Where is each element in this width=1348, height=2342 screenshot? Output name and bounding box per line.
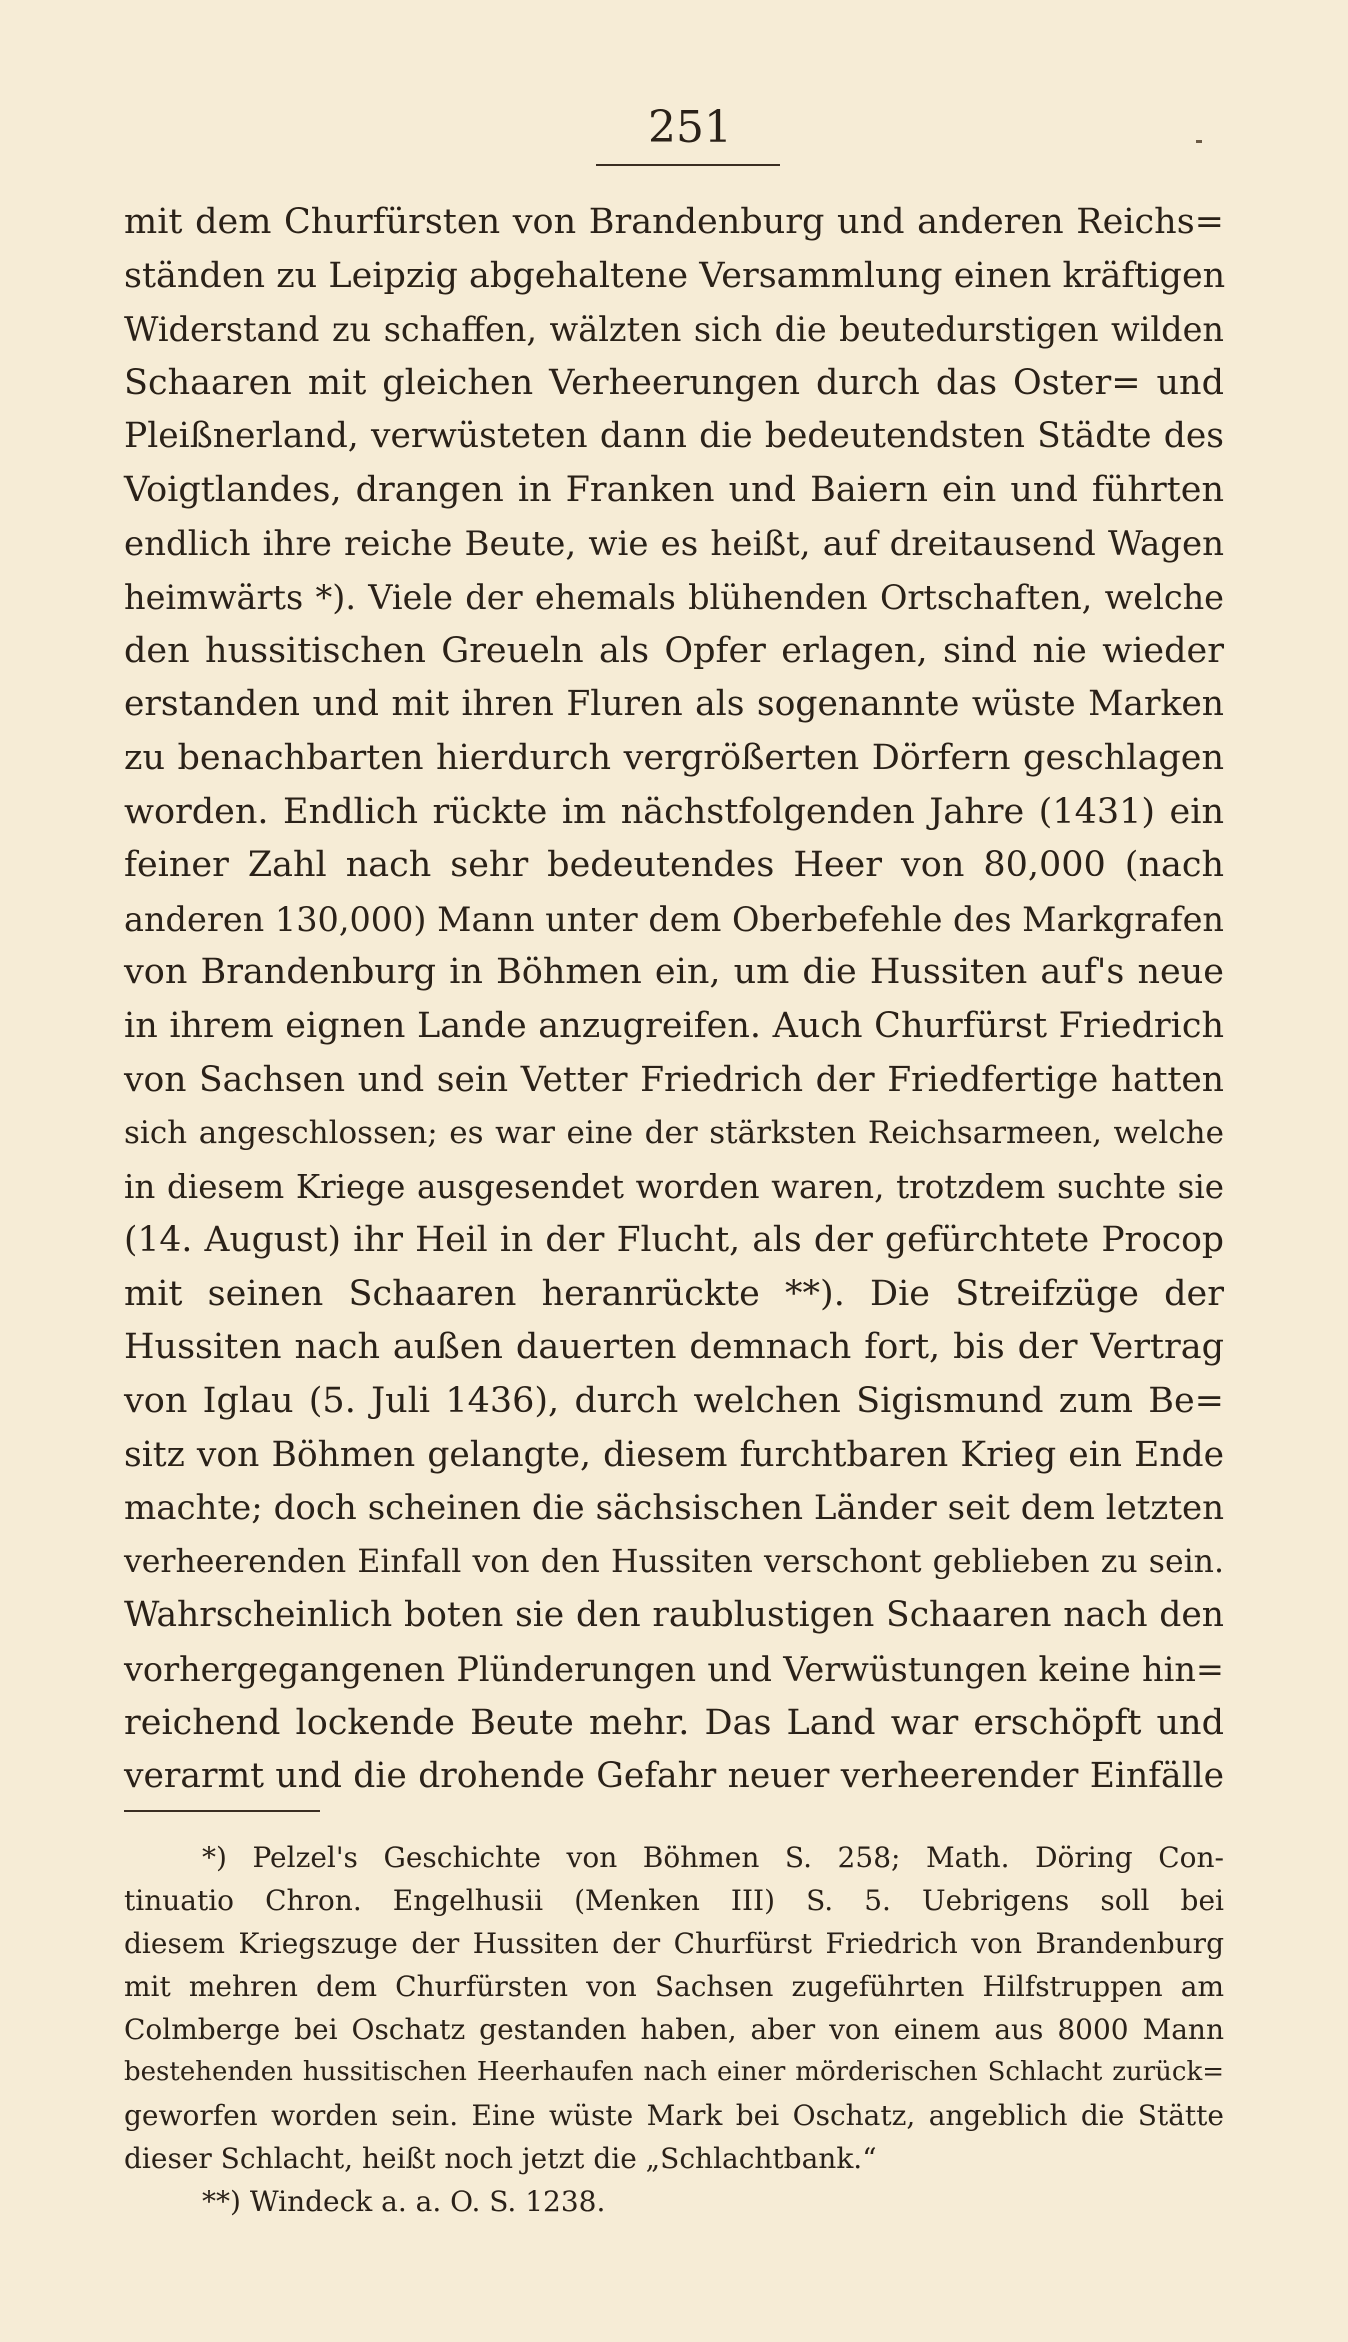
body-line: heimwärts *). Viele der ehemals blühenden Ortschaften, welche <box>124 578 1224 618</box>
body-line: sitz von Böhmen gelangte, diesem furchtbaren Krieg ein Ende <box>124 1434 1224 1475</box>
footnote-line: mit mehren dem Churfürsten von Sachsen zugeführten Hilfstruppen am <box>124 1970 1224 2003</box>
body-line: worden. Endlich rückte im nächstfolgenden Jahre (1431) ein <box>124 791 1224 832</box>
body-line: von Brandenburg in Böhmen ein, um die Hussiten auf's neue <box>124 952 1224 993</box>
header-rule <box>596 164 780 166</box>
body-line: anderen 130,000) Mann unter dem Oberbefehle des Markgrafen <box>124 899 1224 939</box>
body-line: sich angeschlossen; es war eine der stärksten Reichsarmeen, welche <box>124 1115 1224 1152</box>
body-line: Schaaren mit gleichen Verheerungen durch das Oster= und <box>124 362 1224 403</box>
body-line: endlich ihre reiche Beute, wie es heißt, auf dreitausend Wagen <box>124 523 1224 564</box>
ink-speck <box>1196 140 1202 143</box>
body-line: von Sachsen und sein Vetter Friedrich der Friedfertige hatten <box>124 1059 1224 1100</box>
body-line: (14. August) ihr Heil in der Flucht, als der gefürchtete Procop <box>124 1220 1224 1261</box>
footnote-line: Colmberge bei Oschatz gestanden haben, aber von einem aus 8000 Mann <box>124 2013 1224 2046</box>
body-line: feiner Zahl nach sehr bedeutendes Heer von 80,000 (nach <box>124 845 1224 886</box>
body-line: Wahrscheinlich boten sie den raublustigen Schaaren nach den <box>124 1595 1224 1636</box>
footnote-line: **) Windeck a. a. O. S. 1238. <box>202 2185 606 2218</box>
body-line: Hussiten nach außen dauerten demnach fort, bis der Vertrag <box>124 1327 1224 1368</box>
body-line: Voigtlandes, drangen in Franken und Baiern ein und führten <box>124 469 1224 510</box>
body-line: Widerstand zu schaffen, wälzten sich die beutedurstigen wilden <box>124 310 1224 350</box>
body-line: ständen zu Leipzig abgehaltene Versammlung einen kräftigen <box>124 255 1226 296</box>
footnote-line: *) Pelzel's Geschichte von Böhmen S. 258; Math. Döring Con- <box>202 1841 1224 1874</box>
body-line: von Iglau (5. Juli 1436), durch welchen Sigismund zum Be= <box>124 1381 1224 1422</box>
footnote-rule <box>124 1810 320 1812</box>
body-line: in ihrem eignen Lande anzugreifen. Auch Churfürst Friedrich <box>124 1005 1224 1046</box>
footnote-line: geworfen worden sein. Eine wüste Mark bei Oschatz, angeblich die Stätte <box>124 2099 1224 2132</box>
body-text <box>124 196 1224 1804</box>
body-line: mit dem Churfürsten von Brandenburg und anderen Reichs= <box>124 202 1224 242</box>
body-line: reichend lockende Beute mehr. Das Land war erschöpft und <box>124 1702 1224 1743</box>
footnote-line: dieser Schlacht, heißt noch jetzt die „Schlachtbank.“ <box>124 2142 877 2175</box>
footnote-line: diesem Kriegszuge der Hussiten der Churfürst Friedrich von Brandenburg <box>124 1927 1224 1960</box>
body-line: vorhergegangenen Plünderungen und Verwüstungen keine hin= <box>124 1650 1224 1690</box>
body-line: machte; doch scheinen die sächsischen Länder seit dem letzten <box>124 1488 1224 1529</box>
body-line: mit seinen Schaaren heranrückte **). Die Streifzüge der <box>124 1273 1224 1314</box>
body-line: den hussitischen Greueln als Opfer erlagen, sind nie wieder <box>124 630 1224 671</box>
body-line: verheerenden Einfall von den Hussiten verschont geblieben zu sein. <box>124 1543 1224 1580</box>
footnote-line: tinuatio Chron. Engelhusii (Menken III) S. 5. Uebrigens soll bei <box>124 1884 1224 1917</box>
body-line: zu benachbarten hierdurch vergrößerten Dörfern geschlagen <box>124 737 1224 778</box>
body-line: in diesem Kriege ausgesendet worden waren, trotzdem suchte sie <box>124 1167 1224 1206</box>
body-line: verarmt und die drohende Gefahr neuer verheerender Einfälle <box>124 1756 1224 1797</box>
footnote-line: bestehenden hussitischen Heerhaufen nach einer mörderischen Schlacht zurück= <box>124 2057 1224 2087</box>
body-line: erstanden und mit ihren Fluren als sogenannte wüste Marken <box>124 684 1224 725</box>
body-line: Pleißnerland, verwüsteten dann die bedeutendsten Städte des <box>124 416 1224 457</box>
footnotes <box>124 1836 1224 2223</box>
page-number: 251 <box>648 102 732 153</box>
